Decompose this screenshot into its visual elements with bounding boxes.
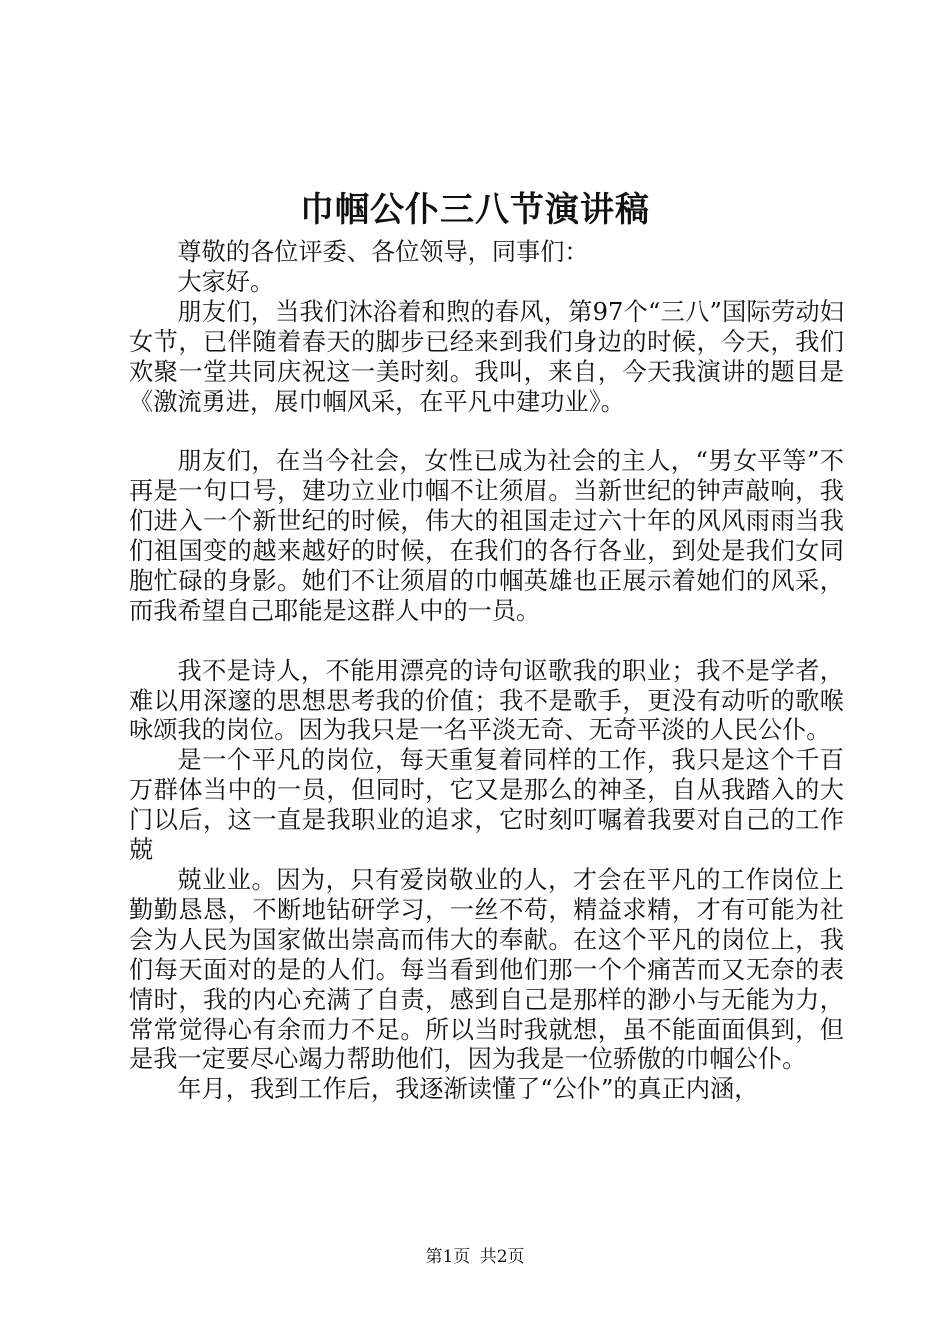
document-body [129, 238, 844, 1105]
paragraph-greeting: 大家好。 [177, 267, 275, 296]
page-footer: 第1页 共2页 [425, 1247, 525, 1267]
paragraph-salutation: 尊敬的各位评委、各位领导，同事们： [177, 238, 589, 266]
paragraph-not-poet: 我不是诗人，不能用漂亮的诗句讴歌我的职业；我不是学者，难以用深邃的思想思考我的价值；我不是歌手，更没有动听的歌喉咏颂我的岗位。因为我只是一名平淡无奇、无奇平淡的人民公仆。 [129, 656, 844, 745]
paragraph-dedication: 兢业业。因为，只有爱岗敬业的人，才会在平凡的工作岗位上勤勤恳恳，不断地钻研学习，一丝不苟，精益求精，才有可能为社会为人民为国家做出崇高而伟大的奉献。在这个平凡的岗位上，我们每天面对的是的人们。每当看到他们那一个个痛苦而又无奈的表情时，我的内心充满了自责，感到自己是那样的渺小与无能为力，常常觉得心有余而力不足。所以当时我就想，虽不能面面俱到，但是我一定要尽心竭力帮助他们，因为我是一位骄傲的巾帼公仆。 [129, 866, 844, 1074]
page-title: 巾帼公仆三八节演讲稿 [300, 190, 650, 230]
paragraph-women-society: 朋友们，在当今社会，女性已成为社会的主人，“男女平等”不再是一句口号，建功立业巾帼不让须眉。当新世纪的钟声敲响，我们进入一个新世纪的时候，伟大的祖国走过六十年的风风雨雨当我们祖国变的越来越好的时候，在我们的各行各业，到处是我们女同胞忙碌的身影。她们不让须眉的巾帼英雄也正展示着她们的风采，而我希望自己耶能是这群人中的一员。 [129, 447, 844, 625]
paragraph-ordinary-post: 是一个平凡的岗位，每天重复着同样的工作，我只是这个千百万群体当中的一员，但同时，它又是那么的神圣，自从我踏入的大门以后，这一直是我职业的追求，它时刻叮嘱着我要对自己的工作兢 [129, 746, 844, 865]
paragraph-public-servant: 年月，我到工作后，我逐渐读懂了“公仆”的真正内涵， [177, 1075, 759, 1104]
paragraph-opening: 朋友们，当我们沐浴着和煦的春风，第97个“三八”国际劳动妇女节，已伴随着春天的脚步已经来到我们身边的时候，今天，我们欢聚一堂共同庆祝这一美时刻。我叫，来自，今天我演讲的题目是《激流勇进，展巾帼风采，在平凡中建功业》。 [129, 297, 844, 416]
